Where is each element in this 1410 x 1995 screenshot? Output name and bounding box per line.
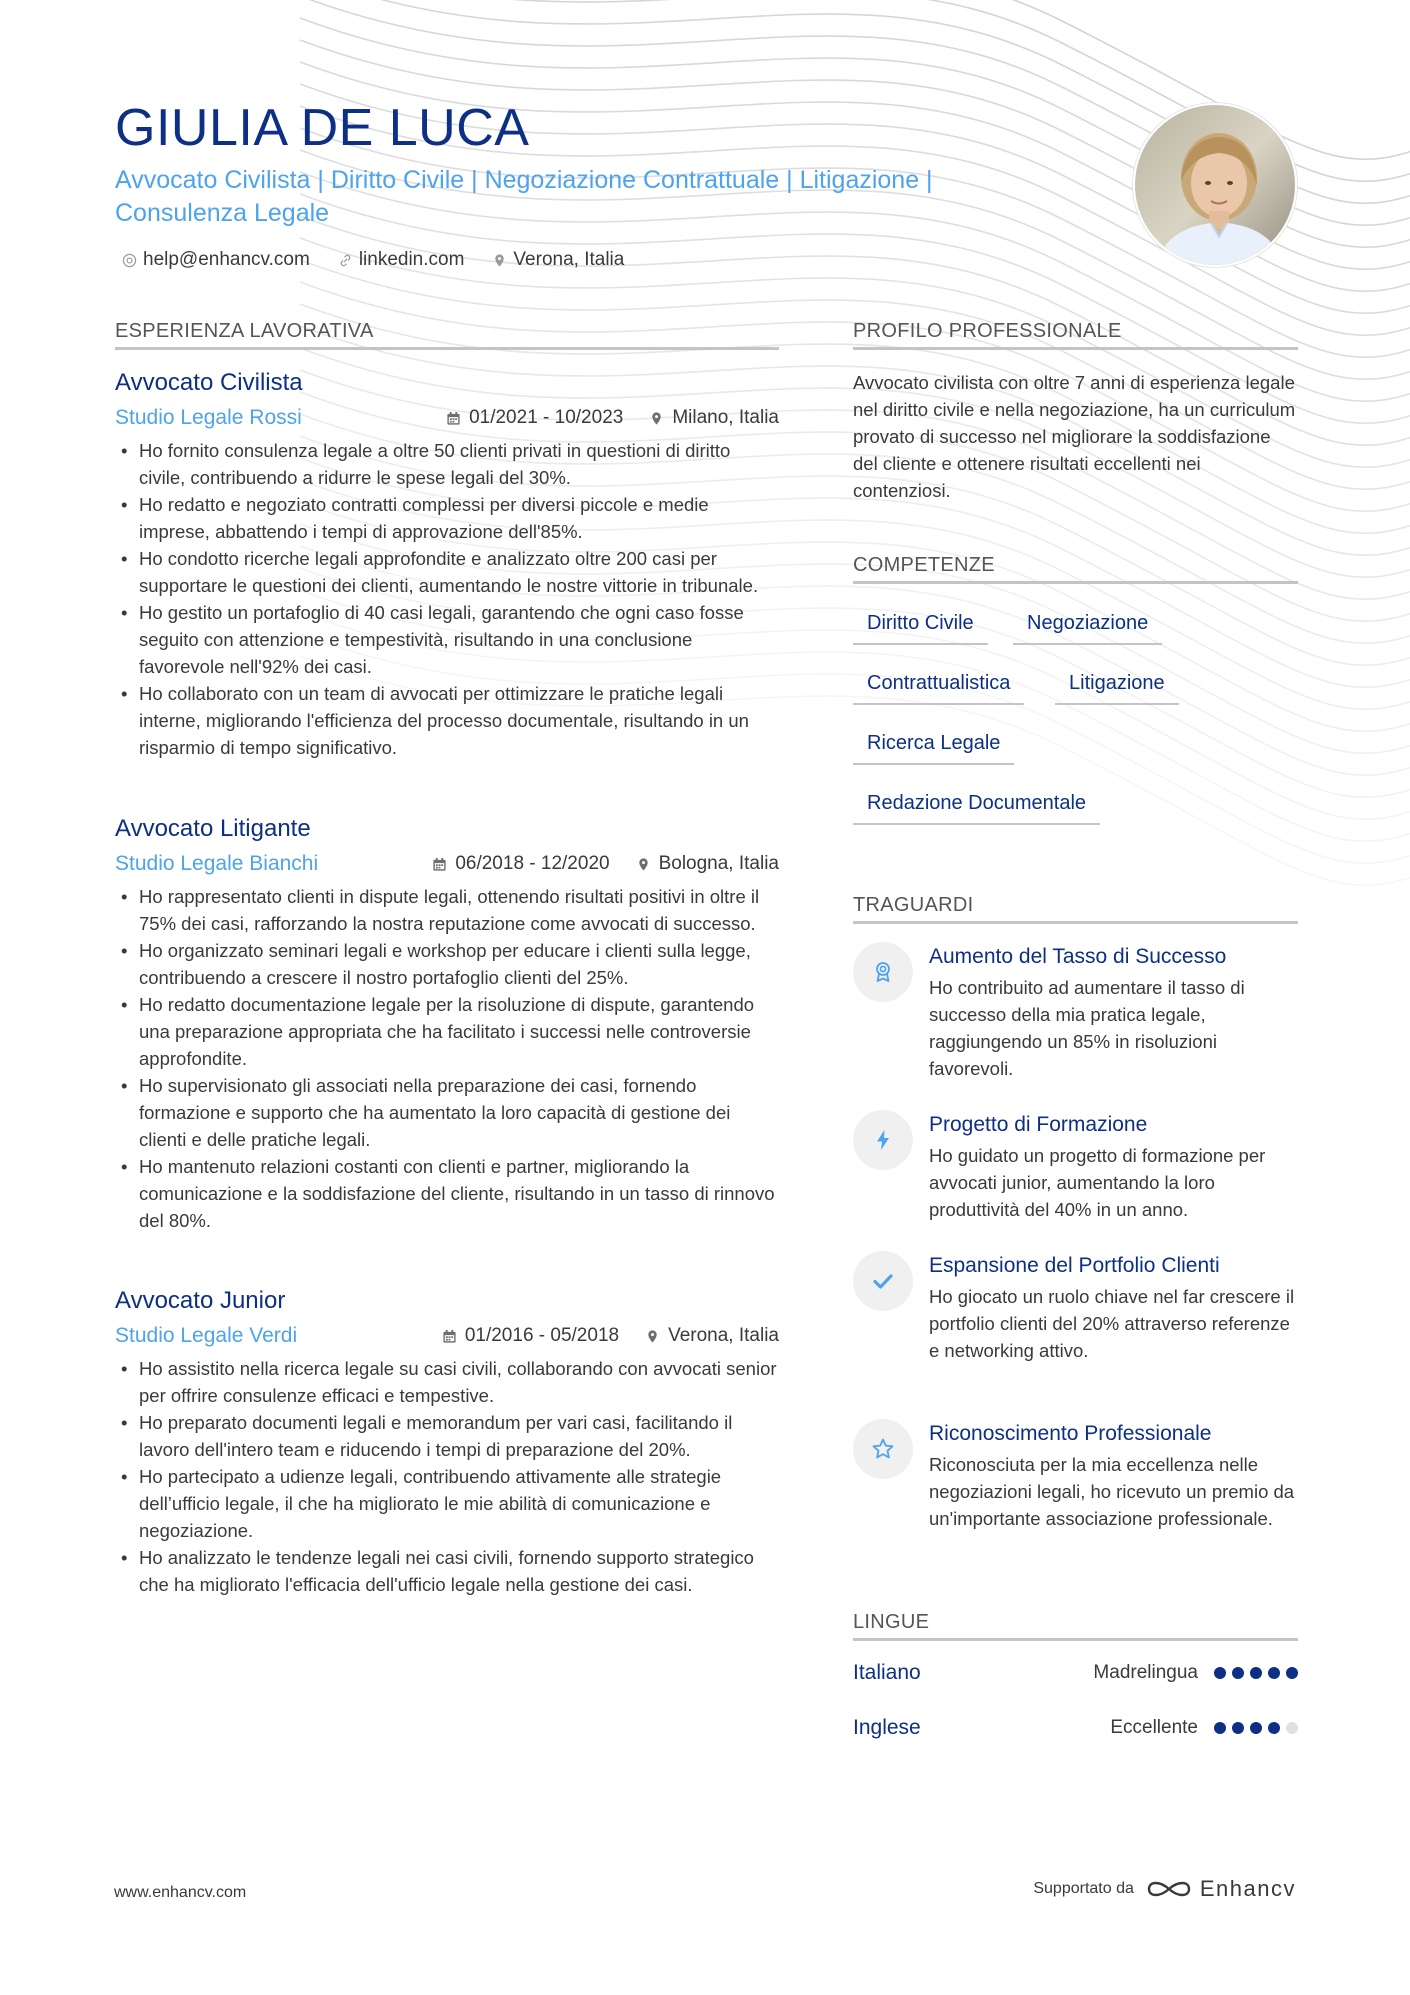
achievement-title: Espansione del Portfolio Clienti <box>929 1254 1220 1277</box>
enhancv-logo-icon <box>1146 1877 1192 1901</box>
job-bullet: • Ho rappresentato clienti in dispute legali, ottenendo risultati positivi in oltre il 75% dei casi, rafforzando la nostra reputazione come avvocati di successo. <box>115 883 779 937</box>
achievements-heading: TRAGUARDI <box>853 894 1298 924</box>
job-location-text: Milano, Italia <box>672 407 779 428</box>
language-rating <box>1214 1667 1298 1679</box>
avatar-illustration <box>1135 105 1297 267</box>
profile-summary: Avvocato civilista con oltre 7 anni di esperienza legale nel diritto civile e nella negoziazione, ha un curriculum provato di successo nel migliorare la soddisfazione del cliente e ottenere risultati eccellenti nei contenziosi. <box>853 372 1296 501</box>
location-pin-icon <box>636 857 651 872</box>
calendar-icon <box>442 1329 457 1344</box>
checkmark-icon <box>871 1269 895 1293</box>
experience-heading: ESPERIENZA LAVORATIVA <box>115 320 779 350</box>
location-pin-icon <box>492 253 507 268</box>
job-bullet: • Ho redatto e negoziato contratti complessi per diversi piccole e medie imprese, abbattendo i tempi di approvazione dell'85%. <box>115 491 779 545</box>
candidate-title: Avvocato Civilista | Diritto Civile | Negoziazione Contrattuale | Litigazione | Consulenza Legale <box>115 166 933 227</box>
job-bullet: • Ho partecipato a udienze legali, contribuendo attivamente alle strategie dell’ufficio legale, il che ha migliorato le mie abilità di comunicazione e negoziazione. <box>115 1463 779 1544</box>
star-icon <box>871 1437 895 1461</box>
job-dates-text: 01/2016 - 05/2018 <box>464 1325 620 1346</box>
location-pin-icon <box>645 1329 660 1344</box>
job-bullet: • Ho supervisionato gli associati nella preparazione dei casi, fornendo formazione e supporto che ha aumentato la loro capacità di gestione dei clienti e delle pratiche legali. <box>115 1072 779 1153</box>
achievement-icon-badge <box>853 942 913 1002</box>
skill-tag: Negoziazione <box>1013 612 1162 645</box>
location-pin-icon <box>649 411 664 426</box>
job-bullets <box>115 437 779 761</box>
calendar-icon <box>446 411 461 426</box>
rating-dot-filled <box>1214 1722 1226 1734</box>
skill-tag: Contrattualistica <box>853 672 1024 705</box>
achievement-icon-badge <box>853 1110 913 1170</box>
job-bullet: • Ho collaborato con un team di avvocati per ottimizzare le pratiche legali interne, migliorando l'efficienza del processo documentale, risultando in un risparmio di tempo significativo. <box>115 680 779 761</box>
job-location <box>649 407 779 429</box>
contact-linkedin-text: linkedin.com <box>358 249 465 270</box>
footer-website[interactable]: www.enhancv.com <box>114 1884 247 1901</box>
rating-dot-filled <box>1268 1667 1280 1679</box>
calendar-icon <box>432 857 447 872</box>
contact-email-text: help@enhancv.com <box>143 249 310 270</box>
contact-location-text: Verona, Italia <box>513 249 625 270</box>
rating-dot-filled <box>1214 1667 1226 1679</box>
job-bullet: • Ho preparato documenti legali e memorandum per vari casi, facilitando il lavoro dell'intero team e riducendo i tempi di preparazione del 20%. <box>115 1409 779 1463</box>
job-location-text: Verona, Italia <box>668 1325 779 1346</box>
rating-dot-filled <box>1232 1722 1244 1734</box>
job-title: Avvocato Junior <box>115 1287 286 1314</box>
language-name: Inglese <box>853 1716 921 1739</box>
job-bullet: • Ho analizzato le tendenze legali nei casi civili, fornendo supporto strategico che ha migliorato l'efficacia dell'ufficio legale nella gestione dei casi. <box>115 1544 779 1598</box>
job-bullet: • Ho fornito consulenza legale a oltre 50 clienti privati in questioni di diritto civile, contribuendo a ridurre le spese legali del 30%. <box>115 437 779 491</box>
contact-email[interactable] <box>122 249 310 271</box>
brand-name: Enhancv <box>1199 1876 1296 1901</box>
powered-by-label: Supportato da <box>1033 1880 1134 1897</box>
rating-dot-filled <box>1286 1667 1298 1679</box>
languages-heading: LINGUE <box>853 1611 1298 1641</box>
contact-location <box>492 249 624 271</box>
company-name: Studio Legale Bianchi <box>115 852 319 875</box>
language-level: Madrelingua <box>1093 1662 1198 1683</box>
rating-dot-filled <box>1250 1667 1262 1679</box>
lightning-icon <box>871 1128 895 1152</box>
job-location <box>645 1325 779 1347</box>
language-name: Italiano <box>853 1661 921 1684</box>
company-name: Studio Legale Verdi <box>115 1324 298 1347</box>
candidate-name: GIULIA DE LUCA <box>115 99 530 157</box>
achievement-icon-badge <box>853 1251 913 1311</box>
job-meta <box>115 1321 779 1351</box>
skill-tag: Diritto Civile <box>853 612 988 645</box>
language-row <box>853 1656 1298 1690</box>
job-title: Avvocato Litigante <box>115 815 311 842</box>
rating-dot-filled <box>1268 1722 1280 1734</box>
job-meta <box>115 849 779 879</box>
job-bullet: • Ho gestito un portafoglio di 40 casi legali, garantendo che ogni caso fosse seguito con attenzione e tempestività, risultando in una conclusione favorevole nell'92% dei casi. <box>115 599 779 680</box>
achievement-text: Ho guidato un progetto di formazione per avvocati junior, aumentando la loro produttività del 40% in un anno. <box>929 1145 1266 1220</box>
language-row <box>853 1711 1298 1745</box>
job-title: Avvocato Civilista <box>115 369 303 396</box>
job-bullet: • Ho organizzato seminari legali e workshop per educare i clienti sulla legge, contribuendo a crescere il nostro portafoglio clienti del 25%. <box>115 937 779 991</box>
link-icon <box>338 253 353 268</box>
achievement-title: Riconoscimento Professionale <box>929 1422 1212 1445</box>
skills-heading: COMPETENZE <box>853 554 1298 584</box>
skill-tag: Redazione Documentale <box>853 792 1100 825</box>
at-icon <box>122 253 137 268</box>
job-location <box>636 853 779 875</box>
job-dates <box>442 1325 619 1347</box>
rating-dot-empty <box>1286 1722 1298 1734</box>
job-dates-text: 06/2018 - 12/2020 <box>455 853 610 874</box>
job-bullet: • Ho mantenuto relazioni costanti con clienti e partner, migliorando la comunicazione e la soddisfazione del cliente, risultando in un tasso di rinnovo del 80%. <box>115 1153 779 1234</box>
contact-list <box>122 249 624 271</box>
rating-dot-filled <box>1232 1667 1244 1679</box>
job-bullets <box>115 1355 779 1598</box>
skill-tag: Litigazione <box>1055 672 1179 705</box>
brand-logo[interactable] <box>1146 1876 1296 1902</box>
achievement-text: Riconosciuta per la mia eccellenza nelle negoziazioni legali, ho ricevuto un premio da un'importante associazione professionale. <box>929 1454 1295 1529</box>
job-bullets <box>115 883 779 1234</box>
achievement-icon-badge <box>853 1419 913 1479</box>
language-rating <box>1214 1722 1298 1734</box>
profile-heading: PROFILO PROFESSIONALE <box>853 320 1298 350</box>
job-entry <box>115 367 779 761</box>
rating-dot-filled <box>1250 1722 1262 1734</box>
contact-linkedin[interactable] <box>338 249 465 271</box>
achievement-title: Progetto di Formazione <box>929 1113 1148 1136</box>
skill-tag: Ricerca Legale <box>853 732 1014 765</box>
job-dates <box>432 853 609 875</box>
job-bullet: • Ho assistito nella ricerca legale su casi civili, collaborando con avvocati senior per offrire consulenze efficaci e tempestive. <box>115 1355 779 1409</box>
job-bullet: • Ho condotto ricerche legali approfondite e analizzato oltre 200 casi per supportare le questioni dei clienti, aumentando le nostre vittorie in tribunale. <box>115 545 779 599</box>
award-icon <box>871 960 895 984</box>
footer-branding <box>1033 1876 1296 1902</box>
language-level: Eccellente <box>1110 1717 1198 1738</box>
profile-photo <box>1133 103 1297 267</box>
job-dates <box>446 407 623 429</box>
achievement-text: Ho contribuito ad aumentare il tasso di successo della mia pratica legale, raggiungendo un 85% in risoluzioni favorevoli. <box>929 977 1245 1079</box>
job-meta <box>115 403 779 433</box>
company-name: Studio Legale Rossi <box>115 406 302 429</box>
achievement-text: Ho giocato un ruolo chiave nel far crescere il portfolio clienti del 20% attraverso referenze e networking attivo. <box>929 1286 1295 1361</box>
job-dates-text: 01/2021 - 10/2023 <box>469 407 624 428</box>
job-bullet: • Ho redatto documentazione legale per la risoluzione di dispute, garantendo una preparazione appropriata che ha facilitato i successi nelle controversie approfondite. <box>115 991 779 1072</box>
achievement-title: Aumento del Tasso di Successo <box>929 945 1227 968</box>
job-entry <box>115 1285 779 1598</box>
job-entry <box>115 813 779 1234</box>
job-location-text: Bologna, Italia <box>658 853 779 874</box>
